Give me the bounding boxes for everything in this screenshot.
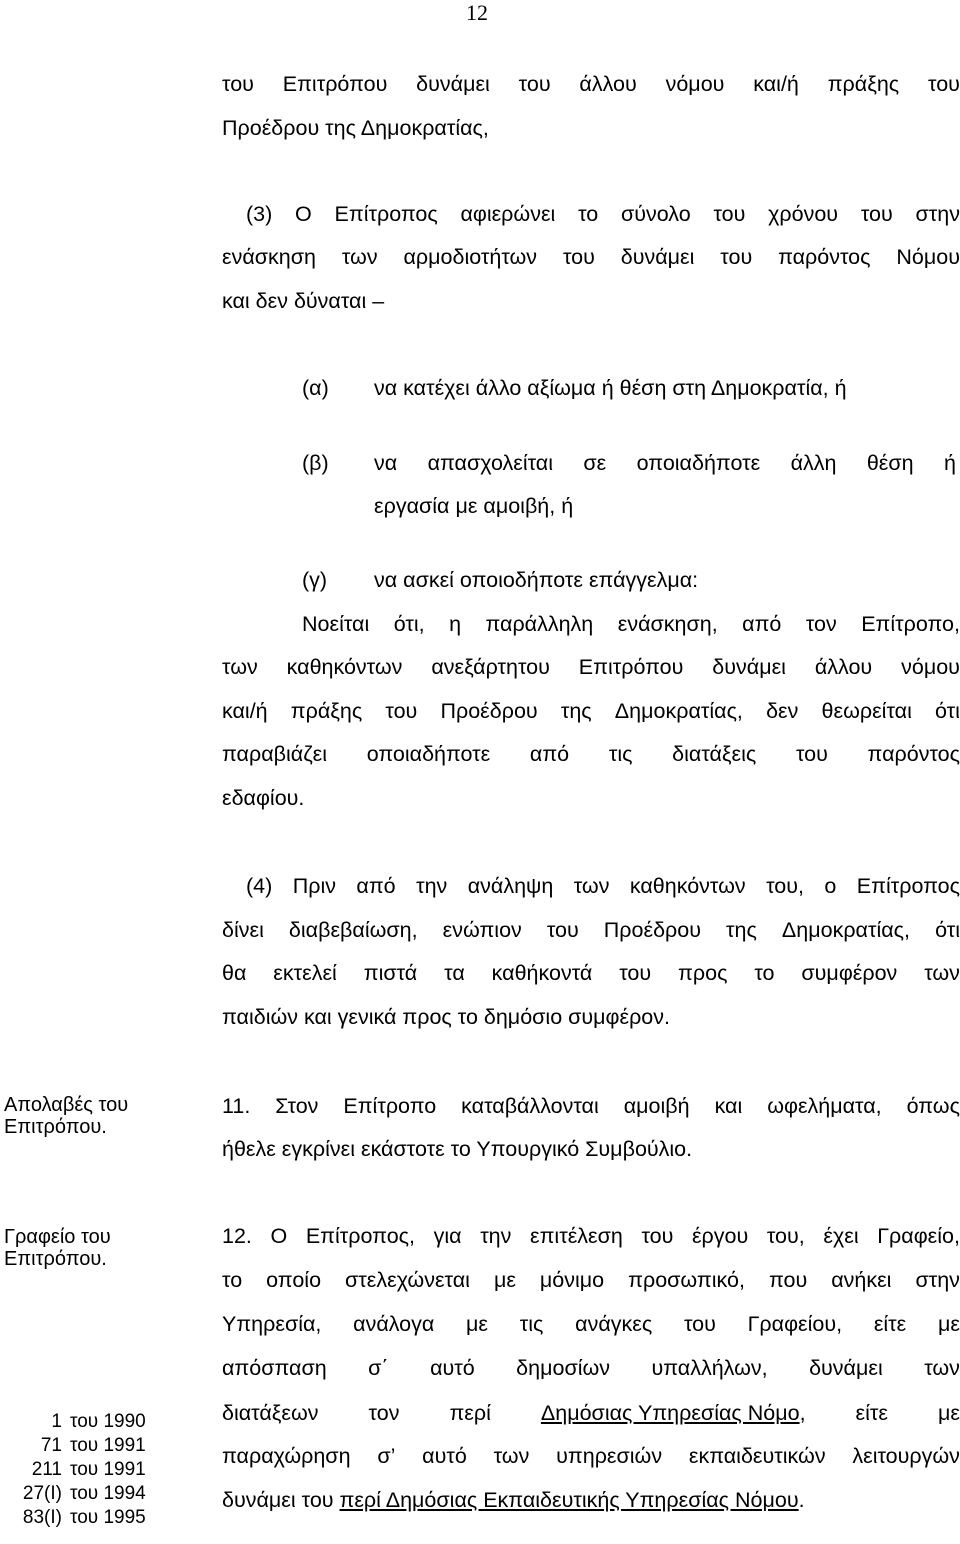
- word: από: [529, 742, 570, 766]
- word: έχει: [823, 1224, 859, 1248]
- word: νόμου: [901, 655, 960, 679]
- word: με: [493, 1268, 516, 1292]
- item-b-line1: [374, 453, 956, 475]
- word: σύνολο: [620, 202, 691, 226]
- law-ref-year: του 1994: [70, 1483, 146, 1504]
- margin-note-12-line1: Γραφείο του: [4, 1226, 111, 1248]
- word: ο: [824, 874, 837, 898]
- word: του: [562, 245, 595, 269]
- word: του: [713, 202, 746, 226]
- para4-line4: παιδιών και γενικά προς το δημόσιο συμφέρον.: [222, 1005, 670, 1029]
- word: πράξης: [290, 699, 363, 723]
- law-ref-year: του 1991: [70, 1435, 146, 1456]
- word: του: [795, 742, 828, 766]
- para-cont-line2: Προέδρου της Δημοκρατίας,: [222, 116, 489, 140]
- section11-line2: ήθελε εγκρίνει εκάστοτε το Υπουργικό Συμβούλιο.: [222, 1137, 693, 1161]
- section12-line2: [222, 1270, 960, 1292]
- word: την: [416, 874, 448, 898]
- word: δημοσίων: [516, 1356, 611, 1380]
- word: το: [222, 1268, 243, 1292]
- word: σε: [583, 451, 607, 475]
- law-ref-year: του 1990: [70, 1411, 146, 1432]
- section12-line7-post: .: [798, 1488, 805, 1512]
- proviso-line3: [222, 701, 960, 723]
- section12-line5-pre-2: περί: [449, 1401, 491, 1425]
- law-ref-num: 1: [51, 1411, 62, 1432]
- item-a-label: (α): [302, 376, 329, 400]
- word: ενώπιον: [442, 918, 522, 942]
- margin-note-12: [4, 1226, 111, 1271]
- para4-line3: [222, 963, 960, 985]
- word: απασχολείται: [427, 451, 553, 475]
- para4-line2: [222, 920, 960, 942]
- word: του,: [766, 874, 804, 898]
- word: οποίο: [266, 1268, 322, 1292]
- margin-note-11-line2: Επιτρόπου.: [4, 1116, 107, 1139]
- word: παραχώρηση: [222, 1444, 351, 1468]
- word: τις: [608, 742, 633, 766]
- word: Επίτροπος: [856, 874, 960, 898]
- word: των: [924, 1356, 960, 1380]
- law-ref-num: 27(I): [22, 1483, 62, 1504]
- word: του: [546, 918, 579, 942]
- word: και/ή: [222, 699, 268, 723]
- word: αμοιβή: [623, 1094, 690, 1118]
- law-ref-row: [0, 1482, 180, 1506]
- word: διαβεβαίωση,: [288, 918, 418, 942]
- word: του: [928, 72, 960, 96]
- word: του: [683, 1312, 716, 1336]
- word: ότι: [935, 699, 960, 723]
- section12-line7: [222, 1490, 805, 1512]
- word: καθηκόντων: [629, 874, 746, 898]
- word: θέση: [866, 451, 914, 475]
- word: της: [560, 699, 592, 723]
- word: οποιαδήποτε: [636, 451, 761, 475]
- word: δυνάμει: [416, 72, 490, 96]
- item-g-label: (γ): [302, 568, 328, 592]
- word: υπηρεσιών: [556, 1444, 663, 1468]
- word: των: [222, 655, 258, 679]
- para3-line2: [222, 247, 960, 269]
- item-b-label: (β): [302, 451, 329, 475]
- proviso-line2: [222, 657, 960, 679]
- word: στελεχώνεται: [345, 1268, 470, 1292]
- word: του: [518, 72, 551, 96]
- word: Επίτροπος: [334, 202, 438, 226]
- word: άλλου: [814, 655, 873, 679]
- word: εκπαιδευτικών: [688, 1444, 826, 1468]
- proviso-line5: εδαφίου.: [222, 786, 305, 810]
- item-a-text: να κατέχει άλλο αξίωμα ή θέση στη Δημοκρατία, ή: [374, 376, 847, 400]
- word: (3): [246, 202, 273, 226]
- word: χρόνου: [768, 202, 839, 226]
- word: Δημοκρατίας,: [781, 918, 911, 942]
- word: την: [480, 1224, 512, 1248]
- word: σ΄: [368, 1356, 389, 1380]
- word: του: [641, 1224, 674, 1248]
- word: για: [433, 1224, 462, 1248]
- word: διατάξεις: [672, 742, 757, 766]
- word: τον: [805, 612, 837, 636]
- word: Νόμου: [896, 245, 960, 269]
- word: στην: [915, 1268, 960, 1292]
- word: ότι: [935, 918, 960, 942]
- word: Υπηρεσία,: [222, 1312, 322, 1336]
- word: αφιερώνει: [460, 202, 556, 226]
- word: με: [938, 1312, 960, 1336]
- word: αυτό: [422, 1444, 467, 1468]
- word: όπως: [906, 1094, 960, 1118]
- word: υπαλλήλων,: [651, 1356, 768, 1380]
- word: σ’: [377, 1444, 396, 1468]
- word: Ο: [270, 1224, 288, 1248]
- word: άλλου: [579, 72, 637, 96]
- para3-line3: και δεν δύναται –: [222, 289, 385, 313]
- word: Γραφείου,: [747, 1312, 843, 1336]
- para4-line1: [246, 876, 960, 898]
- word: Ο: [295, 202, 312, 226]
- word: της: [726, 918, 757, 942]
- law-ref-year: του 1995: [70, 1507, 146, 1528]
- word: από: [356, 874, 396, 898]
- word: είτε: [873, 1312, 907, 1336]
- law-ref-row: [0, 1506, 180, 1530]
- section12-line7-pre: δυνάμει του: [222, 1488, 340, 1512]
- section12-line6: [222, 1446, 960, 1468]
- word: προς: [678, 961, 728, 985]
- word: το: [578, 202, 599, 226]
- law-ref-num: 83(I): [22, 1507, 62, 1528]
- word: ωφελήματα,: [767, 1094, 882, 1118]
- word: ενάσκηση: [222, 245, 316, 269]
- word: στην: [915, 202, 960, 226]
- word: αρμοδιοτήτων: [403, 245, 538, 269]
- word: του: [720, 245, 753, 269]
- law-ref-year: του 1991: [70, 1459, 146, 1480]
- word: παρόντος: [867, 742, 960, 766]
- item-b-line2: εργασία με αμοιβή, ή: [374, 494, 574, 518]
- law-ref-num: 71: [40, 1435, 62, 1456]
- word: άλλη: [790, 451, 837, 475]
- word: από: [742, 612, 782, 636]
- word: των: [924, 961, 960, 985]
- word: του: [222, 72, 254, 96]
- word: το: [754, 961, 775, 985]
- word: Δημοκρατίας,: [614, 699, 743, 723]
- word: λειτουργών: [852, 1444, 960, 1468]
- margin-note-12-line2: Επιτρόπου.: [4, 1248, 107, 1271]
- section12-line3: [222, 1314, 960, 1336]
- word: 12.: [222, 1224, 252, 1248]
- word: εκτελεί: [273, 961, 337, 985]
- word: ανήκει: [831, 1268, 892, 1292]
- word: ανάγκες: [575, 1312, 653, 1336]
- word: ή: [944, 451, 956, 475]
- word: Γραφείο,: [877, 1224, 960, 1248]
- word: θεωρείται: [821, 699, 912, 723]
- word: Επιτρόπου: [578, 655, 684, 679]
- word: μόνιμο: [539, 1268, 605, 1292]
- word: με: [466, 1312, 489, 1336]
- word: παρόντος: [778, 245, 871, 269]
- section12-line4: [222, 1358, 960, 1380]
- section11-line1: [222, 1096, 960, 1118]
- word: ανάληψη: [467, 874, 554, 898]
- word: Επίτροπος,: [305, 1224, 415, 1248]
- word: Επίτροπο: [343, 1094, 437, 1118]
- word: τις: [519, 1312, 544, 1336]
- proviso-line4: [222, 744, 960, 766]
- proviso-line1: [302, 614, 960, 636]
- word: παραβιάζει: [222, 742, 328, 766]
- section12-line5-post-2: με: [938, 1401, 960, 1425]
- law-ref-num: 211: [31, 1459, 62, 1480]
- word: επιτέλεση: [530, 1224, 623, 1248]
- word: δίνει: [222, 918, 264, 942]
- word: Στον: [275, 1094, 319, 1118]
- word: Προέδρου: [440, 699, 538, 723]
- word: τα: [444, 961, 465, 985]
- law-ref-row: [0, 1458, 180, 1482]
- word: πράξης: [827, 72, 900, 96]
- margin-note-11: [4, 1094, 128, 1139]
- educational-service-law-link[interactable]: περί Δημόσιας Εκπαιδευτικής Υπηρεσίας Νόμου: [339, 1488, 799, 1512]
- section12-line5: [222, 1403, 960, 1425]
- word: και: [714, 1094, 743, 1118]
- word: παράλληλη: [485, 612, 594, 636]
- para-cont-line1: [222, 74, 960, 96]
- word: ενάσκηση,: [617, 612, 718, 636]
- word: έργου: [691, 1224, 749, 1248]
- word: θα: [222, 961, 247, 985]
- word: πιστά: [363, 961, 418, 985]
- word: του: [619, 961, 652, 985]
- word: των: [341, 245, 378, 269]
- word: του: [860, 202, 893, 226]
- law-references: [0, 1410, 180, 1530]
- word: Πριν: [292, 874, 336, 898]
- word: νόμου: [665, 72, 725, 96]
- word: που: [768, 1268, 808, 1292]
- law-ref-row: [0, 1434, 180, 1458]
- word: αυτό: [430, 1356, 475, 1380]
- para3-line1: [246, 204, 960, 226]
- word: δυνάμει: [712, 655, 786, 679]
- section12-line5-pre-0: διατάξεων: [222, 1401, 319, 1425]
- word: να: [374, 451, 398, 475]
- word: των: [573, 874, 610, 898]
- section12-line5-pre-1: τον: [368, 1401, 400, 1425]
- word: καθηκόντων: [286, 655, 403, 679]
- word: Επίτροπο,: [861, 612, 960, 636]
- word: 11.: [222, 1094, 251, 1118]
- word: των: [493, 1444, 530, 1468]
- word: ότι,: [393, 612, 425, 636]
- word: καθήκοντά: [491, 961, 593, 985]
- word: (4): [246, 874, 273, 898]
- word: Προέδρου: [603, 918, 701, 942]
- word: η: [449, 612, 462, 636]
- page-number: 12: [466, 0, 488, 25]
- margin-note-11-line1: Απολαβές του: [4, 1094, 129, 1116]
- word: του: [385, 699, 418, 723]
- word: συμφέρον: [801, 961, 898, 985]
- word: προσωπικό,: [628, 1268, 745, 1292]
- word: και/ή: [753, 72, 799, 96]
- word: Επιτρόπου: [282, 72, 388, 96]
- word: καταβάλλονται: [461, 1094, 599, 1118]
- word: του,: [766, 1224, 805, 1248]
- word: απόσπαση: [222, 1356, 327, 1380]
- item-g-text: να ασκεί οποιοδήποτε επάγγελμα:: [374, 568, 699, 592]
- word: δεν: [766, 699, 799, 723]
- public-service-law-link[interactable]: Δημόσιας Υπηρεσίας Νόμο,: [540, 1401, 806, 1425]
- word: δυνάμει: [620, 245, 695, 269]
- section12-line1: [222, 1226, 960, 1248]
- word: δυνάμει: [809, 1356, 883, 1380]
- word: οποιαδήποτε: [366, 742, 491, 766]
- law-ref-row: [0, 1410, 180, 1434]
- section12-line5-post-1: είτε: [855, 1401, 888, 1425]
- word: Νοείται: [302, 612, 370, 636]
- word: ανάλογα: [353, 1312, 435, 1336]
- word: ανεξάρτητου: [431, 655, 550, 679]
